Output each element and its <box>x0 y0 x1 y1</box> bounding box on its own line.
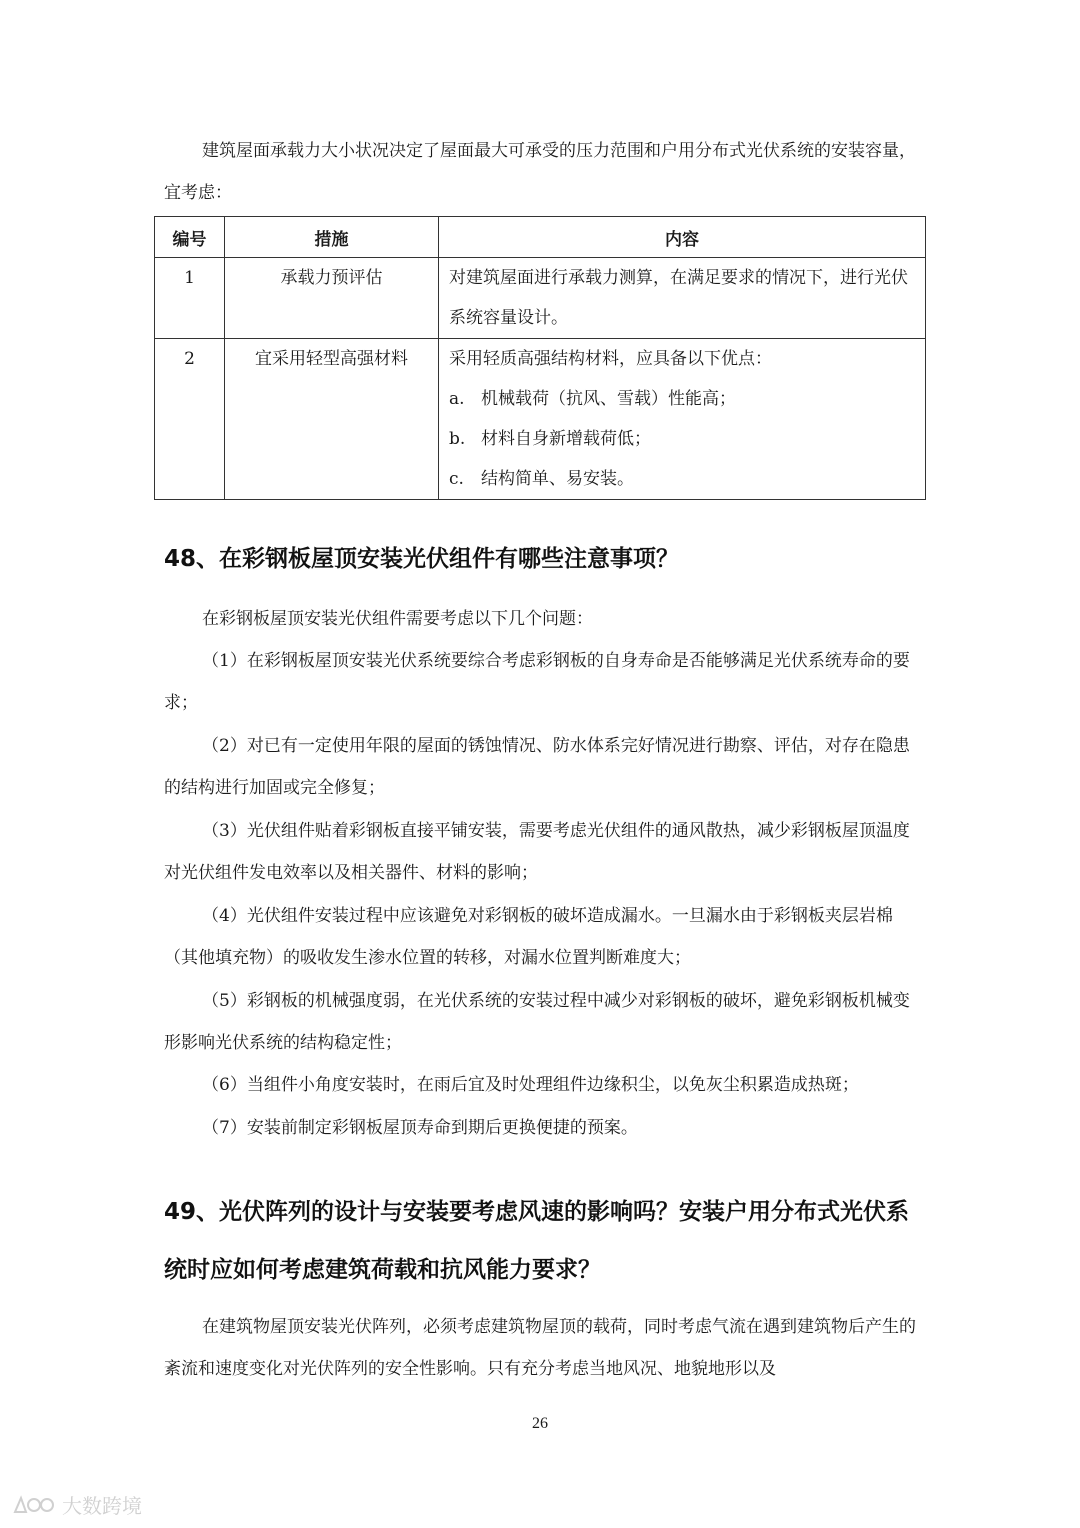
row-content: 对建筑屋面进行承载力测算，在满足要求的情况下，进行光伏系统容量设计。 <box>439 258 926 339</box>
list-item-mark: b. <box>449 429 466 449</box>
watermark-text: 大数跨境 <box>62 1494 142 1518</box>
section-48-point: （5）彩钢板的机械强度弱，在光伏系统的安装过程中减少对彩钢板的破坏，避免彩钢板机械变形影响光伏系统的结构稳定性； <box>164 991 910 1053</box>
row-content-lead: 采用轻质高强结构材料，应具备以下优点： <box>449 349 772 369</box>
row-content <box>439 339 926 500</box>
section-48-point: （7）安装前制定彩钢板屋顶寿命到期后更换便捷的预案。 <box>202 1118 638 1138</box>
watermark-logo-icon <box>12 1494 56 1516</box>
intro-paragraph: 建筑屋面承载力大小状况决定了屋面最大可承受的压力范围和户用分布式光伏系统的安装容量，宜考虑： <box>164 141 916 203</box>
section-48-point: （1）在彩钢板屋顶安装光伏系统要综合考虑彩钢板的自身寿命是否能够满足光伏系统寿命的要求； <box>164 651 910 713</box>
section-48-point: （4）光伏组件安装过程中应该避免对彩钢板的破坏造成漏水。一旦漏水由于彩钢板夹层岩棉（其他填充物）的吸收发生渗水位置的转移，对漏水位置判断难度大； <box>164 906 893 968</box>
list-item <box>449 419 915 459</box>
list-item-text: 结构简单、易安装。 <box>481 469 634 489</box>
page-number: 26 <box>532 1415 548 1432</box>
list-item-text: 材料自身新增载荷低； <box>481 429 651 449</box>
header-content: 内容 <box>439 217 926 258</box>
list-item <box>449 459 915 499</box>
row-number: 2 <box>155 339 225 500</box>
table-row <box>155 339 926 500</box>
list-item-mark: c. <box>449 469 464 489</box>
list-item-text: 机械载荷（抗风、雪载）性能高； <box>481 389 736 409</box>
table-row <box>155 258 926 339</box>
watermark <box>12 1490 142 1519</box>
table-header-row <box>155 217 926 258</box>
header-measure: 措施 <box>225 217 439 258</box>
row-number: 1 <box>155 258 225 339</box>
section-48-point: （3）光伏组件贴着彩钢板直接平铺安装，需要考虑光伏组件的通风散热，减少彩钢板屋顶温度对光伏组件发电效率以及相关器件、材料的影响； <box>164 821 910 883</box>
section-48-lead: 在彩钢板屋顶安装光伏组件需要考虑以下几个问题： <box>202 609 593 629</box>
list-item <box>449 379 915 419</box>
section-48-point: （6）当组件小角度安装时，在雨后宜及时处理组件边缘积尘，以免灰尘积累造成热斑； <box>202 1075 859 1095</box>
section-49-body: 在建筑物屋顶安装光伏阵列，必须考虑建筑物屋顶的载荷，同时考虑气流在遇到建筑物后产生的紊流和速度变化对光伏阵列的安全性影响。只有充分考虑当地风况、地貌地形以及 <box>164 1317 916 1379</box>
section-49-heading: 49、光伏阵列的设计与安装要考虑风速的影响吗？安装户用分布式光伏系统时应如何考虑建筑荷载和抗风能力要求？ <box>164 1199 910 1283</box>
header-number: 编号 <box>155 217 225 258</box>
row-measure: 承载力预评估 <box>225 258 439 339</box>
list-item-mark: a. <box>449 389 465 409</box>
section-48-point: （2）对已有一定使用年限的屋面的锈蚀情况、防水体系完好情况进行勘察、评估，对存在隐患的结构进行加固或完全修复； <box>164 736 910 798</box>
row-measure: 宜采用轻型高强材料 <box>225 339 439 500</box>
measures-table <box>154 216 926 500</box>
section-48-heading: 48、在彩钢板屋顶安装光伏组件有哪些注意事项？ <box>164 546 680 572</box>
